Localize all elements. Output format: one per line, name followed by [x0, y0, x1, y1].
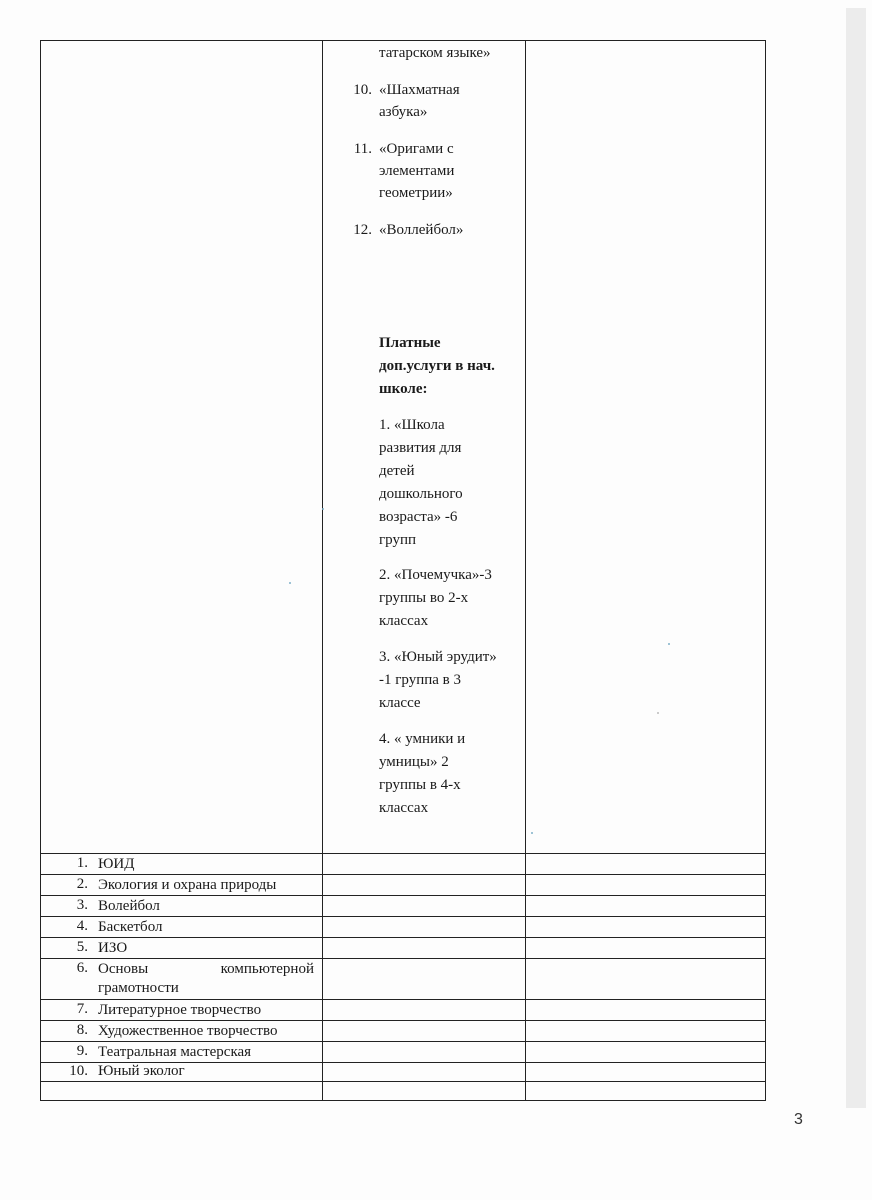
list-item-text: «Оригами с — [379, 141, 454, 157]
list-item-text: «Воллейбол» — [379, 222, 464, 238]
table-border-bottom — [40, 1100, 766, 1101]
row-label: Юный эколог — [98, 1063, 185, 1079]
column-divider-2 — [525, 40, 526, 1101]
page-number: 3 — [794, 1111, 803, 1128]
row-number: 5. — [76, 939, 88, 955]
item-line: 2. «Почемучка»-3 — [379, 567, 492, 583]
list-item-text: элементами — [379, 163, 455, 179]
row-label: Экология и охрана природы — [98, 877, 277, 893]
item-line: 4. « умники и — [379, 731, 466, 747]
heading-line: доп.услуги в нач. — [379, 358, 495, 374]
scan-speck — [657, 712, 659, 714]
scan-speck — [289, 582, 291, 584]
row-divider — [40, 937, 766, 938]
list-item-number: 12. — [353, 222, 372, 238]
row-label: Литературное творчество — [98, 1002, 262, 1018]
item-line: классах — [379, 800, 429, 816]
table-border-left — [40, 40, 41, 1101]
row-label: ЮИД — [98, 856, 135, 872]
schedule-table — [40, 40, 766, 1101]
list-item-text: татарском языке» — [379, 45, 491, 61]
table-border-right — [765, 40, 766, 1101]
row-label: ИЗО — [98, 940, 128, 956]
item-line: возраста» -6 — [379, 509, 458, 525]
row-number: 4. — [76, 918, 88, 934]
row-divider — [40, 853, 766, 854]
table-border-top — [40, 40, 766, 41]
row-number: 10. — [69, 1063, 88, 1079]
row-label-word: Основы — [98, 961, 149, 977]
list-item-text: геометрии» — [379, 185, 453, 201]
item-line: классе — [379, 695, 421, 711]
row-label-justified — [98, 959, 314, 979]
item-line: дошкольного — [379, 486, 463, 502]
row-label: Волейбол — [98, 898, 160, 914]
list-item-text: азбука» — [379, 104, 428, 120]
list-item-text: «Шахматная — [379, 82, 460, 98]
row-label: Художественное творчество — [98, 1023, 278, 1039]
list-item-number: 11. — [353, 141, 372, 157]
heading-line: Платные — [379, 335, 441, 351]
item-line: группы в 4-х — [379, 777, 461, 793]
item-line: умницы» 2 — [379, 754, 449, 770]
row-number: 1. — [76, 855, 88, 871]
row-label-word: компьютерной — [220, 961, 314, 977]
scan-speck — [531, 832, 533, 834]
row-number: 6. — [76, 960, 88, 976]
scan-edge-shadow — [846, 8, 866, 1108]
row-divider — [40, 1081, 766, 1082]
scan-speck — [322, 508, 324, 510]
row-number: 7. — [76, 1001, 88, 1017]
item-line: группы во 2-х — [379, 590, 469, 606]
row-number: 2. — [76, 876, 88, 892]
row-number: 8. — [76, 1022, 88, 1038]
item-line: детей — [379, 463, 415, 479]
scan-speck — [668, 643, 670, 645]
row-label: Баскетбол — [98, 919, 163, 935]
column-divider-1 — [322, 40, 323, 1101]
list-item-number: 10. — [353, 82, 372, 98]
item-line: -1 группа в 3 — [379, 672, 461, 688]
row-number: 9. — [76, 1043, 88, 1059]
item-line: 1. «Школа — [379, 417, 445, 433]
item-line: классах — [379, 613, 429, 629]
item-line: 3. «Юный эрудит» — [379, 649, 497, 665]
heading-line: школе: — [379, 381, 428, 397]
item-line: развития для — [379, 440, 462, 456]
item-line: групп — [379, 532, 417, 548]
row-number: 3. — [76, 897, 88, 913]
row-label: Театральная мастерская — [98, 1044, 252, 1060]
row-label-continuation: грамотности — [98, 980, 179, 996]
